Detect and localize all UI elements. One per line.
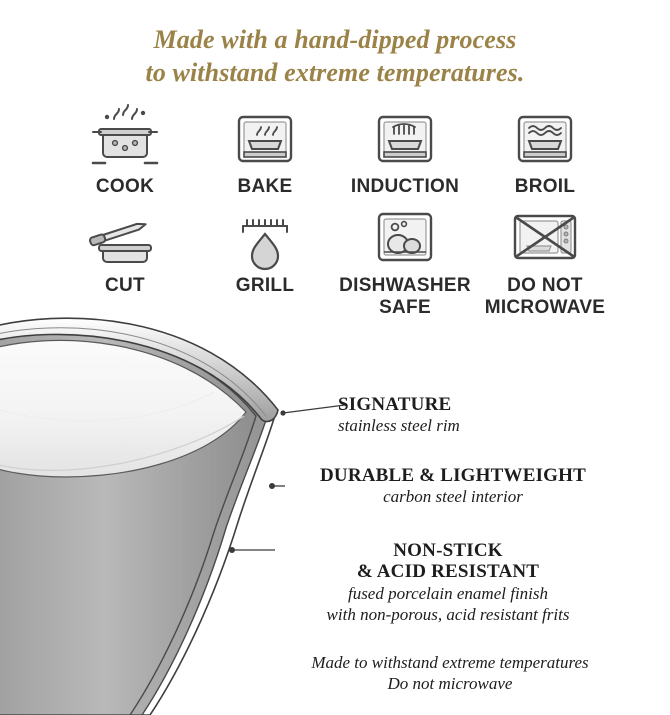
callout-dot-nonstick bbox=[229, 547, 235, 553]
feature-label: CUT bbox=[105, 275, 145, 297]
feature-label: COOK bbox=[95, 176, 155, 197]
dishwasher-icon bbox=[357, 202, 453, 274]
callout-subtitle: carbon steel interior bbox=[383, 487, 523, 507]
no-microwave-icon bbox=[497, 202, 593, 274]
feature-cook bbox=[55, 103, 195, 196]
feature-broil bbox=[475, 103, 615, 196]
pan-cutaway-illustration bbox=[0, 296, 670, 715]
callout-signature bbox=[338, 394, 628, 437]
feature-label: DISHWASHER bbox=[339, 275, 471, 297]
headline bbox=[0, 0, 670, 89]
footnote-line-1: Made to withstand extreme temperatures bbox=[311, 653, 589, 672]
callout-dot-durable bbox=[269, 483, 275, 489]
pot-steam-icon bbox=[77, 103, 173, 175]
induction-cooktop-icon bbox=[357, 103, 453, 175]
grill-flame-icon bbox=[217, 202, 313, 274]
headline-line-2: to withstand extreme temperatures. bbox=[145, 57, 525, 87]
feature-icon-grid bbox=[55, 103, 615, 317]
feature-label-2: MICROWAVE bbox=[484, 296, 606, 318]
callout-subtitle: stainless steel rim bbox=[338, 416, 460, 436]
headline-line-1: Made with a hand-dipped process bbox=[153, 25, 517, 54]
callout-subtitle-line-2: with non-porous, acid resistant frits bbox=[326, 604, 570, 624]
broiler-icon bbox=[497, 103, 593, 175]
callout-dot-signature bbox=[280, 410, 285, 415]
callout-title-line-2: & ACID RESISTANT bbox=[356, 561, 540, 583]
callout-title: DURABLE & LIGHTWEIGHT bbox=[319, 465, 587, 486]
footnote bbox=[250, 652, 650, 695]
callout-title: SIGNATURE bbox=[338, 394, 452, 415]
feature-induction bbox=[335, 103, 475, 196]
feature-label: BAKE bbox=[237, 176, 293, 197]
knife-icon bbox=[77, 202, 173, 274]
feature-bake bbox=[195, 103, 335, 196]
feature-label: INDUCTION bbox=[350, 176, 460, 197]
feature-label: BROIL bbox=[514, 176, 576, 197]
oven-dish-icon bbox=[217, 103, 313, 175]
footnote-line-2: Do not microwave bbox=[387, 674, 513, 694]
callout-title-line-1: NON-STICK bbox=[393, 540, 503, 561]
feature-label: GRILL bbox=[235, 275, 295, 297]
feature-label-2: SAFE bbox=[379, 296, 431, 318]
callout-durable-lightweight bbox=[278, 465, 628, 508]
callout-subtitle-line-1: fused porcelain enamel finish bbox=[347, 583, 549, 603]
callout-non-stick-acid-resistant bbox=[268, 540, 628, 625]
feature-label: DO NOT bbox=[507, 275, 583, 297]
